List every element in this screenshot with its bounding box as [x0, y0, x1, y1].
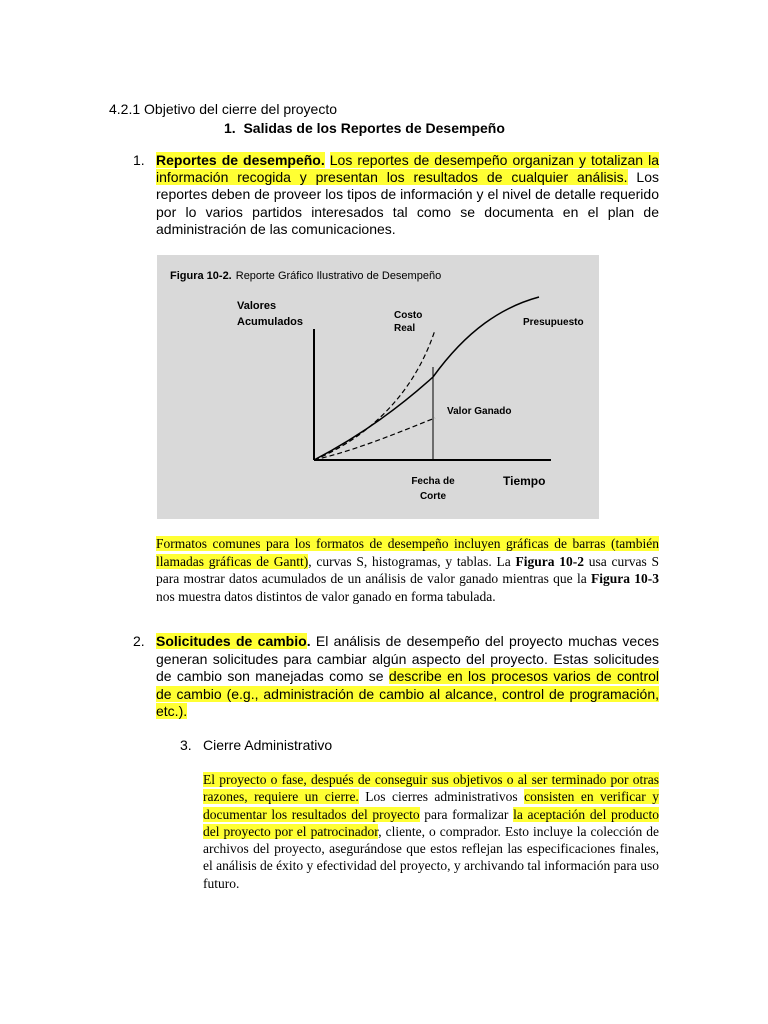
budget-curve [314, 297, 539, 460]
formats-paragraph [156, 535, 659, 605]
figure-caption [170, 270, 441, 282]
cutoff-label-line1: Fecha de [411, 476, 455, 487]
main-heading [224, 120, 505, 136]
item1-paragraph [156, 152, 659, 238]
budget-label: Presupuesto [523, 317, 584, 328]
closure-text-b: para formalizar [419, 806, 514, 822]
y-axis-label-line1: Valores [237, 300, 277, 312]
earned-value-label: Valor Ganado [447, 406, 512, 417]
actual-cost-curve [314, 330, 435, 460]
formats-text-c: nos muestra datos distintos de valor ganado en forma tabulada. [156, 588, 496, 604]
formats-highlighted: Formatos comunes para los formatos de desempeño incluyen gráficas de barras (también llamadas gráficas de Gantt) [156, 536, 659, 569]
closure-paragraph [203, 771, 659, 892]
closure-highlighted-b: consisten en verificar y documentar los resultados del proyecto [203, 789, 659, 822]
cutoff-label-line2: Corte [419, 491, 447, 502]
item2-number: 2. [133, 633, 145, 649]
main-heading-number: 1. [224, 120, 236, 136]
item3-number: 3. [180, 737, 192, 753]
main-heading-text: Salidas de los Reportes de Desempeño [243, 120, 505, 136]
item3-title: Cierre Administrativo [203, 737, 333, 753]
item2-title-dot: . [306, 633, 311, 649]
item2-title: Solicitudes de cambio [156, 633, 307, 649]
item2-text: El análisis de desempeño del proyecto muchas veces generan solicitudes para cambiar algún aspecto del proyecto. Estas solicitudes de cambio son manejadas como se [156, 633, 659, 684]
item1-rest: Los reportes deben de proveer los tipos de información y el nivel de detalle requerido por lo varios partidos interesados tal como se documenta en el plan de administración de las comunicaciones. [156, 169, 659, 237]
item2-paragraph [156, 633, 659, 721]
formats-text-a: , curvas S, histogramas, y tablas. La [308, 553, 516, 569]
item1-title: Reportes de desempeño. [156, 152, 325, 168]
actual-cost-label-line1: Costo [394, 310, 423, 321]
figure-10-2 [157, 255, 599, 519]
formats-bold-a: Figura 10-2 [515, 553, 584, 569]
section-heading: 4.2.1 Objetivo del cierre del proyecto [109, 101, 338, 117]
formats-text-b: usa curvas S para mostrar datos acumulados de un análisis de valor ganado mientras que la [156, 553, 659, 586]
figure-caption-text: Reporte Gráfico Ilustrativo de Desempeño [235, 270, 442, 282]
item1-highlighted: Los reportes de desempeño organizan y totalizan la información recogida y presentan los resultados de cualquier análisis. [156, 152, 659, 186]
item1-number: 1. [133, 152, 145, 168]
closure-highlighted-a: El proyecto o fase, después de conseguir sus objetivos o al ser terminado por otras razones, requiere un cierre. [203, 772, 659, 805]
closure-text-c: , cliente, o comprador. Esto incluye la colección de archivos del proyecto, asegurándose que estos reflejan las especificaciones finales, el análisis de éxito y efectividad del proyecto, y archivando tal información para uso futuro. [203, 823, 659, 891]
figure-caption-label: Figura 10-2. [170, 270, 232, 282]
actual-cost-label-line2: Real [394, 323, 416, 334]
formats-bold-b: Figura 10-3 [590, 571, 659, 586]
item2-highlighted: describe en los procesos varios de control de cambio (e.g., administración de cambio al alcance, control de programación, etc.). [156, 668, 659, 719]
x-axis-label: Tiempo [503, 474, 546, 488]
y-axis-label-line2: Acumulados [237, 316, 304, 328]
performance-chart [157, 255, 599, 519]
closure-text-a: Los cierres administrativos [358, 789, 525, 805]
closure-highlighted-c: la aceptación del producto del proyecto por el patrocinador [203, 806, 659, 839]
